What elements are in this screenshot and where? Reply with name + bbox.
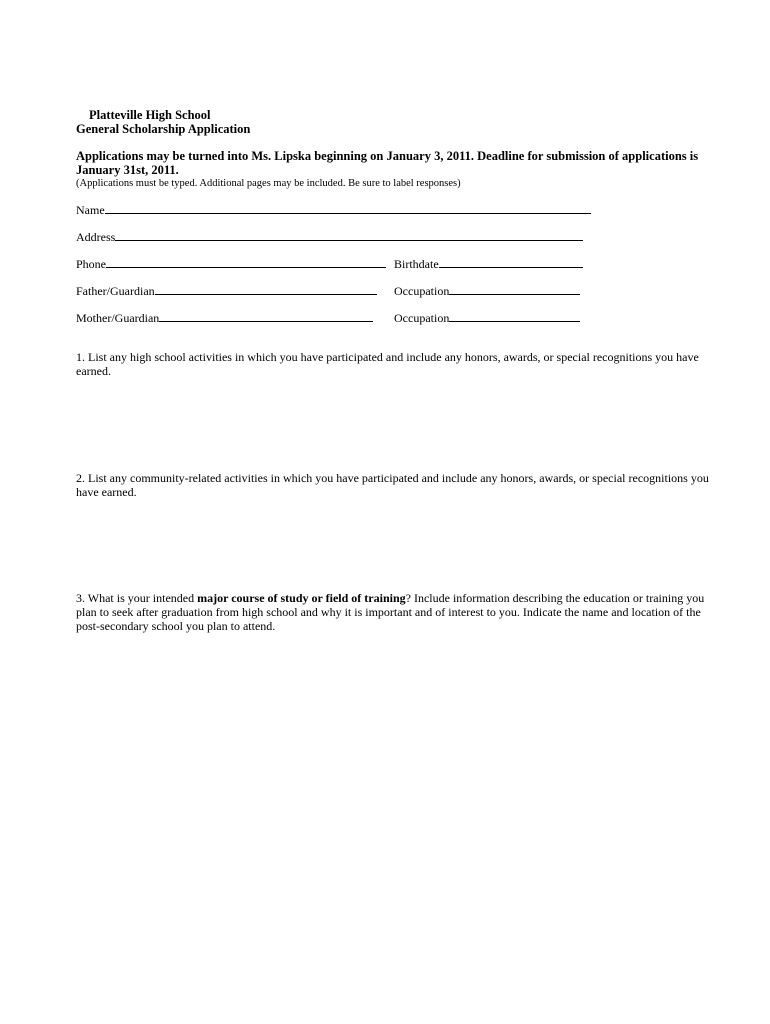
- father-guardian-field[interactable]: [76, 283, 377, 298]
- father-occupation-field[interactable]: [394, 283, 580, 298]
- birthdate-line[interactable]: [439, 256, 583, 268]
- question-1: 1. List any high school activities in which you have participated and include any honors, awards, or special recognitions you have earned.: [76, 350, 699, 378]
- question-3-intro: 3. What is your intended: [76, 591, 198, 605]
- mother-occupation-line[interactable]: [449, 310, 580, 322]
- father-occupation-line[interactable]: [449, 283, 580, 295]
- address-field[interactable]: [76, 229, 583, 244]
- phone-field[interactable]: [76, 256, 386, 271]
- name-field[interactable]: [76, 202, 591, 217]
- mother-guardian-label: Mother/Guardian: [76, 311, 160, 325]
- address-label: Address: [76, 230, 116, 244]
- phone-label: Phone: [76, 257, 106, 271]
- mother-occupation-field[interactable]: [394, 310, 580, 325]
- question-3: [76, 591, 716, 633]
- birthdate-field[interactable]: [394, 256, 583, 271]
- father-occupation-label: Occupation: [394, 284, 450, 298]
- name-line[interactable]: [105, 202, 591, 214]
- father-guardian-line[interactable]: [155, 283, 377, 295]
- address-line[interactable]: [115, 229, 583, 241]
- school-name: Platteville High School: [89, 108, 211, 122]
- name-label: Name: [76, 203, 105, 217]
- question-2: 2. List any community-related activities in which you have participated and include any honors, awards, or special recognitions you have earned.: [76, 471, 709, 499]
- question-3-body: ? Include information describing the education or training you plan to seek after graduation from high school and why it is important and of interest to you. Indicate the name and location of the post-secondary school you plan to attend.: [76, 591, 705, 633]
- phone-line[interactable]: [106, 256, 386, 268]
- typing-note: (Applications must be typed. Additional pages may be included. Be sure to label responses): [76, 178, 461, 189]
- form-title: General Scholarship Application: [76, 122, 251, 136]
- mother-occupation-label: Occupation: [394, 311, 450, 325]
- question-3-emphasis: major course of study or field of training: [197, 591, 406, 605]
- mother-guardian-field[interactable]: [76, 310, 373, 325]
- father-guardian-label: Father/Guardian: [76, 284, 155, 298]
- mother-guardian-line[interactable]: [159, 310, 373, 322]
- birthdate-label: Birthdate: [394, 257, 439, 271]
- submission-instructions: Applications may be turned into Ms. Lipska beginning on January 3, 2011. Deadline for submission of applications is January 31st, 2011.: [76, 149, 699, 177]
